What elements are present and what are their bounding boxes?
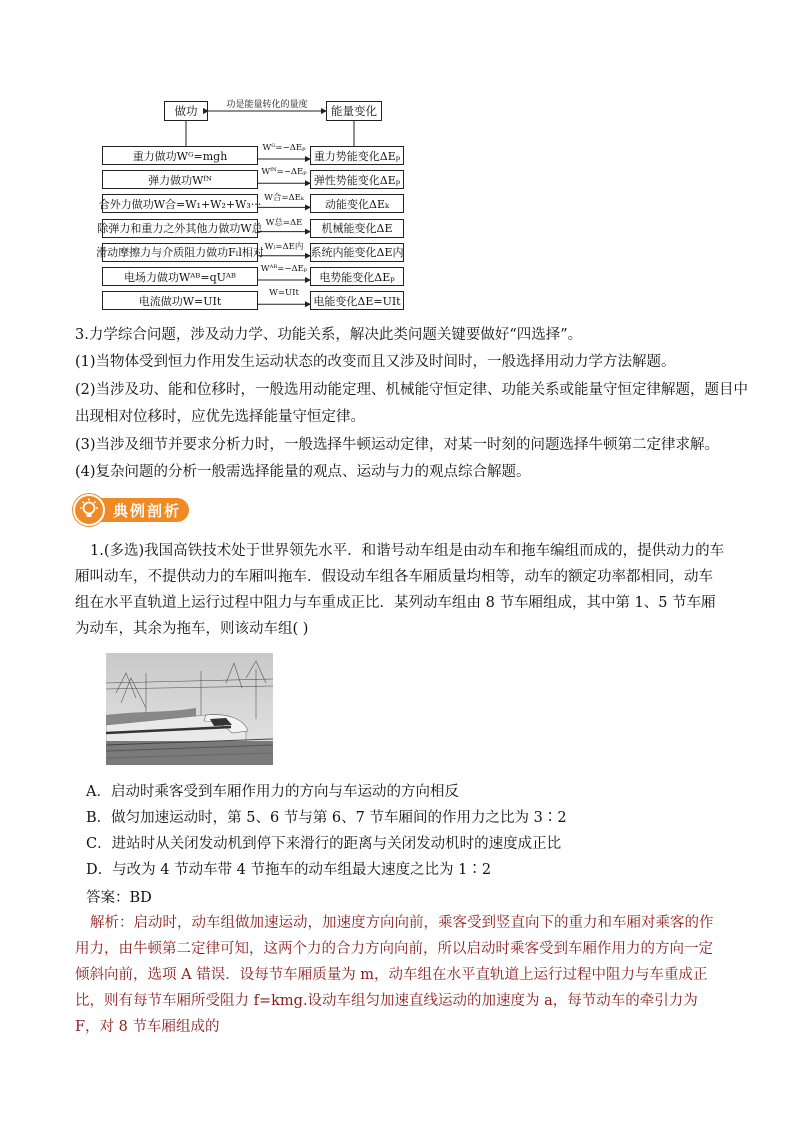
diagram-row-right: 电势能变化ΔEₚ: [310, 267, 404, 286]
option-d: D．与改为 4 节动车带 4 节拖车的动车组最大速度之比为 1∶2: [86, 862, 492, 878]
question-stem: 1.(多选)我国高铁技术处于世界领先水平．和谐号动车组是由动车和拖车编组而成的，提供动力的车厢叫动车，不提供动力的车厢叫拖车．假设动车组各车厢质量均相等，动车的额定功率都相同，动车组在水平直轨道上运行过程中阻力与车重成正比．某列动车组由 8 节车厢组成，其中第 1、5 节车厢为动车，其余为拖车，则该动车组( ): [75, 543, 725, 637]
diagram-row-relation: W总=ΔE: [265, 217, 303, 228]
paragraph-3-1: (1)当物体受到恒力作用发生运动状态的改变而且又涉及时间时，一般选择用动力学方法解题。: [75, 354, 676, 370]
diagram-row-right: 弹性势能变化ΔEₚ: [310, 170, 404, 189]
paragraph-3-2b: 出现相对位移时，应优先选择能量守恒定律。: [75, 409, 365, 425]
diagram-row-left: 电流做功W=UIt: [102, 291, 258, 310]
diagram-left-header: 做功: [164, 101, 208, 121]
diagram-row-relation: Wᶠᴺ=−ΔEₚ: [261, 167, 307, 178]
diagram-row-left: 重力做功Wᴳ=mgh: [102, 146, 258, 165]
diagram-row-left: 电场力做功Wᴬᴮ=qUᴬᴮ: [102, 267, 258, 286]
option-b: B．做匀加速运动时，第 5、6 节与第 6、7 节车厢间的作用力之比为 3∶2: [86, 810, 567, 826]
diagram-row-relation: W=UIt: [269, 288, 299, 299]
diagram-row-relation: W合=ΔEₖ: [264, 193, 304, 204]
diagram-row-left: 弹力做功Wᶠᴺ: [102, 170, 258, 189]
option-a: A．启动时乘客受到车厢作用力的方向与车运动的方向相反: [86, 784, 459, 800]
diagram-row-relation: Wᴳ=−ΔEₚ: [262, 143, 306, 153]
option-c: C．进站时从关闭发动机到停下来滑行的距离与关闭发动机时的速度成正比: [86, 836, 562, 852]
diagram-top-label: 功是能量转化的量度: [226, 100, 308, 110]
diagram-row-left: 除弹力和重力之外其他力做功W总: [102, 219, 258, 238]
diagram-right-header: 能量变化: [326, 101, 382, 121]
section-header-label: 典例剖析: [113, 502, 182, 520]
diagram-row-left: 合外力做功W合=W₁+W₂+W₃···: [102, 194, 258, 213]
high-speed-train-photo: [106, 653, 273, 765]
section-header: [73, 494, 189, 526]
diagram-row-left: 滑动摩擦力与介质阻力做功Fₗl相对: [102, 243, 258, 262]
answer: 答案：BD: [86, 890, 152, 906]
paragraph-3-3: (3)当涉及细节并要求分析力时，一般选择牛顿运动定律，对某一时刻的问题选择牛顿第二定律求解。: [75, 437, 720, 453]
diagram-row-right: 系统内能变化ΔE内: [310, 243, 404, 262]
diagram-row-right: 机械能变化ΔE: [310, 219, 404, 238]
diagram-row-right: 重力势能变化ΔEₚ: [310, 146, 404, 165]
lightbulb-icon: [73, 494, 105, 526]
diagram-row-relation: Wₗ=ΔE内: [264, 241, 304, 252]
paragraph-3: 3.力学综合问题，涉及动力学、功能关系，解决此类问题关键要做好“四选择”。: [75, 327, 583, 343]
analysis: 解析：启动时，动车组做加速运动，加速度方向向前，乘客受到竖直向下的重力和车厢对乘客的作用力，由牛顿第二定律可知，这两个力的合力方向向前，所以启动时乘客受到车厢作用力的方向一定倾斜向前，选项 A 错误．设每节车厢质量为 m，动车组在水平直轨道上运行过程中阻力与车重成正比，则有每节车厢所受阻力 f=kmg.设动车组匀加速直线运动的加速度为 a，每节动车的牵引力为 F，对 8 节车厢组成的: [75, 915, 714, 1035]
paragraph-3-2a: (2)当涉及功、能和位移时，一般选用动能定理、机械能守恒定律、功能关系或能量守恒定律解题，题目中: [75, 382, 749, 398]
diagram-row-relation: Wᴬᴮ=−ΔEₚ: [260, 264, 308, 274]
paragraph-3-4: (4)复杂问题的分析一般需选择能量的观点、运动与力的观点综合解题。: [75, 464, 531, 480]
diagram-row-right: 电能变化ΔE=UIt: [310, 291, 404, 310]
diagram-row-right: 动能变化ΔEₖ: [310, 194, 404, 213]
